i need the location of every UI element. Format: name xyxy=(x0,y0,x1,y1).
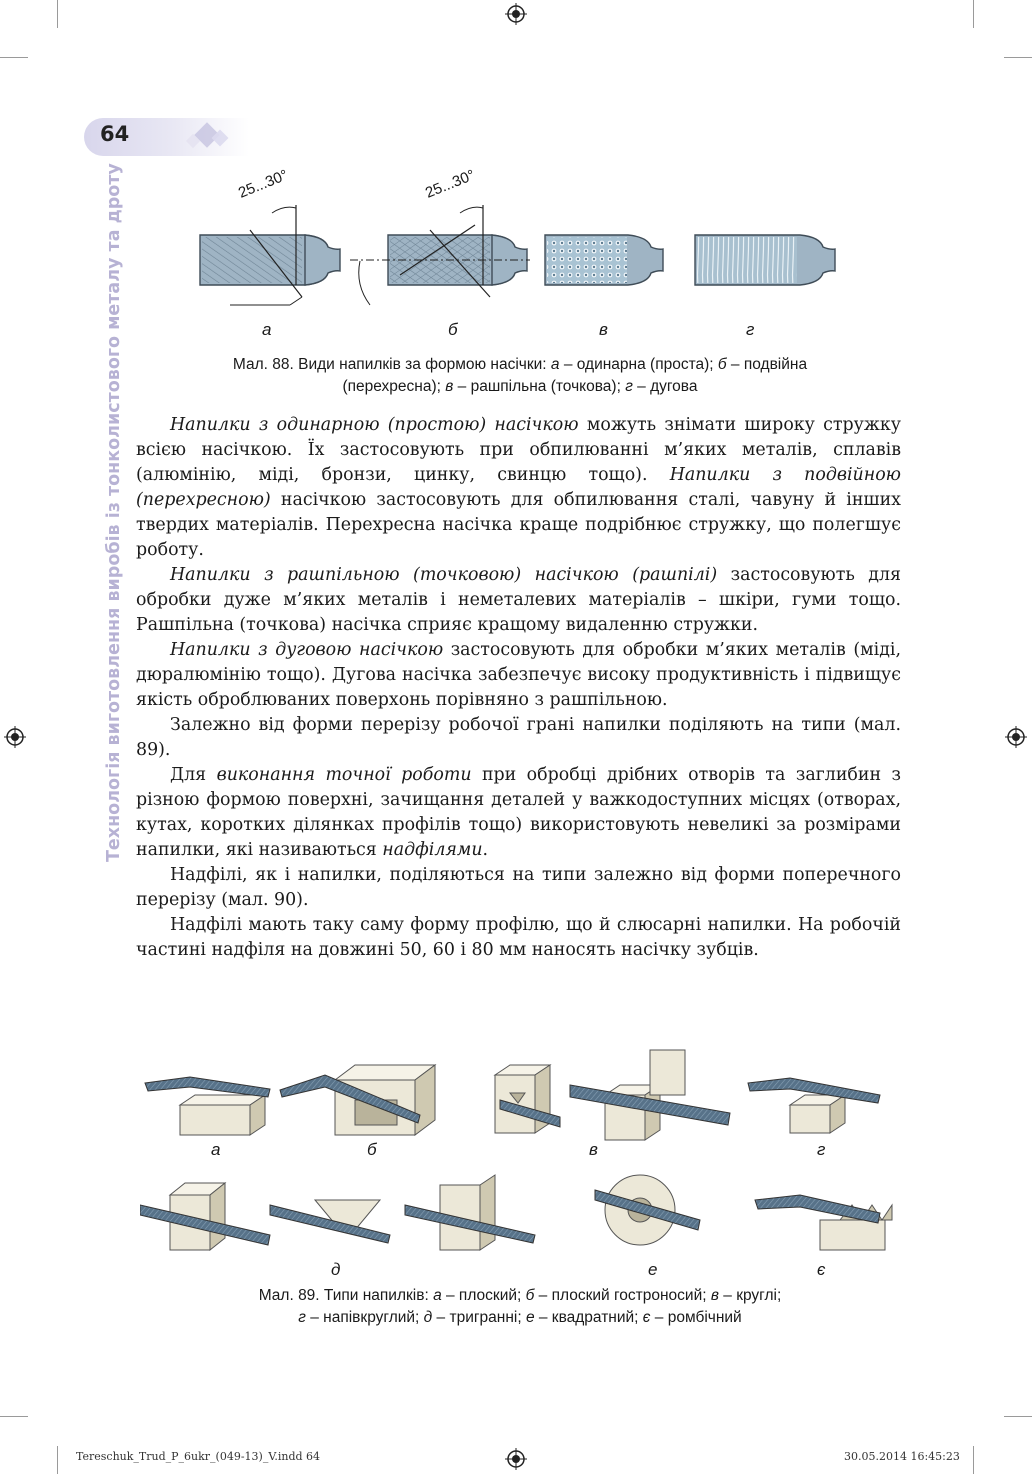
fig88-label-a: а xyxy=(262,320,272,339)
file-double-cut xyxy=(350,205,530,305)
page-number: 64 xyxy=(100,122,130,146)
fig89-label-a: а xyxy=(211,1140,221,1159)
figure-89-caption: Мал. 89. Типи напилків: а – плоский; б – плоский гостроносий; в – круглі; г – напівкруглий; д – тригранні; е – квадратний; є – ромбічний xyxy=(258,1287,782,1326)
body-text xyxy=(136,413,901,963)
crop-mark xyxy=(973,0,974,28)
flat-file xyxy=(145,1077,270,1135)
paragraph: Для виконання точної роботи при обробці дрібних отворів та заглибин з різною формою поверхні, зачищання деталей у важкодоступних місцях (отворах, кутах, коротких ділянках профілів тощо) використовують невеликі за розмірами напилки, які називаються надфілями. xyxy=(136,765,902,860)
file-curved-cut xyxy=(695,235,835,285)
crop-mark xyxy=(1004,57,1032,58)
crop-mark xyxy=(0,57,28,58)
registration-mark-icon xyxy=(505,3,527,25)
registration-mark-icon xyxy=(1005,726,1027,748)
figure-88-file-cuts xyxy=(190,175,850,320)
fig89-label-v: в xyxy=(589,1140,598,1159)
file-single-cut xyxy=(200,205,340,305)
fig89-label-b: б xyxy=(367,1140,377,1159)
file-rasp-cut xyxy=(545,235,663,285)
angle-label-double: 25...30° xyxy=(423,166,478,202)
fig88-label-g: г xyxy=(746,320,755,339)
footer-datetime: 30.05.2014 16:45:23 xyxy=(844,1450,960,1463)
fig89-label-g: г xyxy=(817,1140,826,1159)
fig89-label-ye: є xyxy=(817,1260,826,1279)
paragraph: Надфілі, як і напилки, поділяються на типи залежно від форми поперечного перерізу (мал. 90). xyxy=(136,865,901,910)
triangular-file xyxy=(140,1175,535,1250)
crop-mark xyxy=(1004,1416,1032,1417)
footer-file-name: Tereschuk_Trud_P_6ukr_(049-13)_V.indd 64 xyxy=(76,1450,321,1463)
fig88-label-v: в xyxy=(599,320,608,339)
flat-pointed-file xyxy=(280,1065,435,1135)
half-round-file xyxy=(748,1078,880,1133)
paragraph: Залежно від форми перерізу робочої грані напилки поділяють на типи (мал. 89). xyxy=(136,715,901,760)
registration-mark-icon xyxy=(4,726,26,748)
figure-89-file-types xyxy=(140,1045,900,1270)
paragraph: Напилки з одинарною (простою) насічкою можуть знімати широку стружку всією насічкою. Їх застосовують при обпилюванні м’яких металів, сплавів (алюмінію, міді, бронзи, цинку, свинцю тощо). Напилки з подвійною (перехресною) насічкою застосовують для обпилювання сталі, чавуну й інших твердих матеріалів. Перехресна насічка краще подрібнює стружку, що полегшує роботу. xyxy=(136,415,901,560)
crop-mark xyxy=(57,0,58,28)
fig89-label-d: д xyxy=(331,1260,341,1279)
paragraph: Напилки з дуговою насічкою застосовують для обробки м’яких металів (міді, дюралюмінію тощо). Дугова насічка забезпечує високу продуктивність і підвищує якість оброблюваних поверхонь порівняно з рашпільною. xyxy=(136,640,902,710)
fig89-label-e: е xyxy=(648,1260,658,1279)
round-file xyxy=(495,1050,730,1140)
crop-mark xyxy=(973,1446,974,1474)
rhombic-file xyxy=(755,1195,892,1250)
crop-mark xyxy=(0,1416,28,1417)
angle-label-single: 25...30° xyxy=(236,166,291,202)
figure-88-caption: Мал. 88. Види напилків за формою насічки: а – одинарна (проста); б – подвійна (перехресна); в – рашпільна (точкова); г – дугова xyxy=(232,356,808,395)
page-decoration-icon xyxy=(180,120,240,156)
side-chapter-title: Технологія виготовлення виробів із тонколистового металу та дроту xyxy=(104,163,124,862)
paragraph: Напилки з рашпільною (точковою) насічкою (рашпілі) застосовують для обробки дуже м’яких металів і неметалевих матеріалів – шкіри, гуми тощо. Рашпільна (точкова) насічка сприяє кращому видаленню стружки. xyxy=(136,565,901,635)
fig88-label-b: б xyxy=(448,320,458,339)
registration-mark-icon xyxy=(505,1448,527,1470)
paragraph: Надфілі мають таку саму форму профілю, що й слюсарні напилки. На робочій частині надфіля на довжині 50, 60 і 80 мм наносять насічку зубців. xyxy=(136,915,901,960)
crop-mark xyxy=(57,1446,58,1474)
square-file xyxy=(595,1175,700,1245)
